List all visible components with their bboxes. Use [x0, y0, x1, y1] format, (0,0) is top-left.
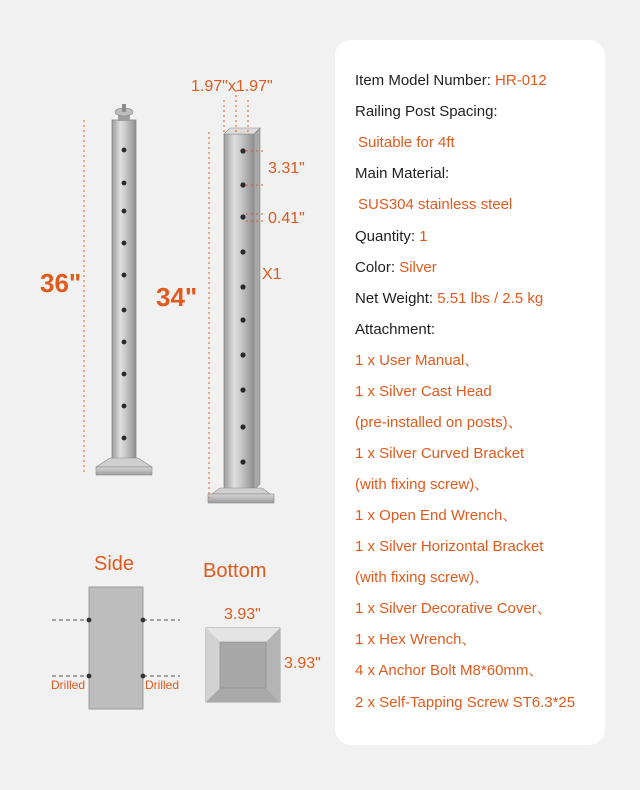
attachment-item: 1 x Silver Curved Bracket — [355, 445, 525, 462]
height-short-label: 34" — [156, 282, 198, 312]
quantity-value: 1 — [419, 228, 428, 245]
weight-value: 5.51 lbs / 2.5 kg — [437, 290, 544, 307]
attachment-item: 4 x Anchor Bolt M8*60mm、 — [355, 662, 544, 679]
height-tall-label: 36" — [40, 268, 82, 298]
attachment-item: (pre-installed on posts)、 — [355, 414, 523, 431]
bottom-view-title: Bottom — [203, 560, 267, 582]
spacing-label: Railing Post Spacing: — [355, 103, 498, 120]
spec-color — [355, 259, 437, 277]
attachment-item: 1 x Silver Decorative Cover、 — [355, 600, 552, 617]
multiplier-label: X1 — [262, 266, 282, 283]
attachment-item: (with fixing screw)、 — [355, 476, 490, 493]
model-label: Item Model Number: — [355, 72, 496, 89]
spec-quantity — [355, 228, 428, 246]
attachment-item: 1 x Hex Wrench、 — [355, 631, 477, 648]
attachment-item: 1 x Silver Cast Head — [355, 383, 492, 400]
size-top-label: 1.97"x1.97" — [191, 78, 273, 95]
bottom-view — [206, 628, 280, 702]
color-value: Silver — [399, 259, 437, 276]
attachment-item: 1 x Silver Horizontal Bracket — [355, 538, 544, 555]
spacing-value: Suitable for 4ft — [358, 134, 455, 151]
spec-weight — [355, 290, 543, 308]
drilled-left-label: Drilled — [51, 678, 86, 692]
side-view-title: Side — [94, 553, 135, 575]
model-value: HR-012 — [495, 72, 547, 89]
quantity-label: Quantity: — [355, 228, 420, 245]
short-post — [208, 128, 274, 503]
attachment-item: 1 x Open End Wrench、 — [355, 507, 518, 524]
attachment-item: (with fixing screw)、 — [355, 569, 490, 586]
hole-spacing-label: 3.31" — [268, 160, 305, 177]
attachment-label: Attachment: — [355, 321, 436, 338]
weight-label: Net Weight: — [355, 290, 438, 307]
color-label: Color: — [355, 259, 400, 276]
material-label: Main Material: — [355, 165, 450, 182]
spec-model — [355, 72, 547, 90]
attachment-item: 1 x User Manual、 — [355, 352, 480, 369]
hole-size-label: 0.41" — [268, 210, 305, 227]
tall-post — [96, 104, 152, 475]
drilled-right-label: Drilled — [145, 678, 180, 692]
bottom-height-label: 3.93" — [284, 655, 321, 672]
bottom-width-label: 3.93" — [224, 606, 261, 623]
attachment-item: 2 x Self-Tapping Screw ST6.3*25 — [355, 694, 576, 711]
material-value: SUS304 stainless steel — [358, 196, 513, 213]
